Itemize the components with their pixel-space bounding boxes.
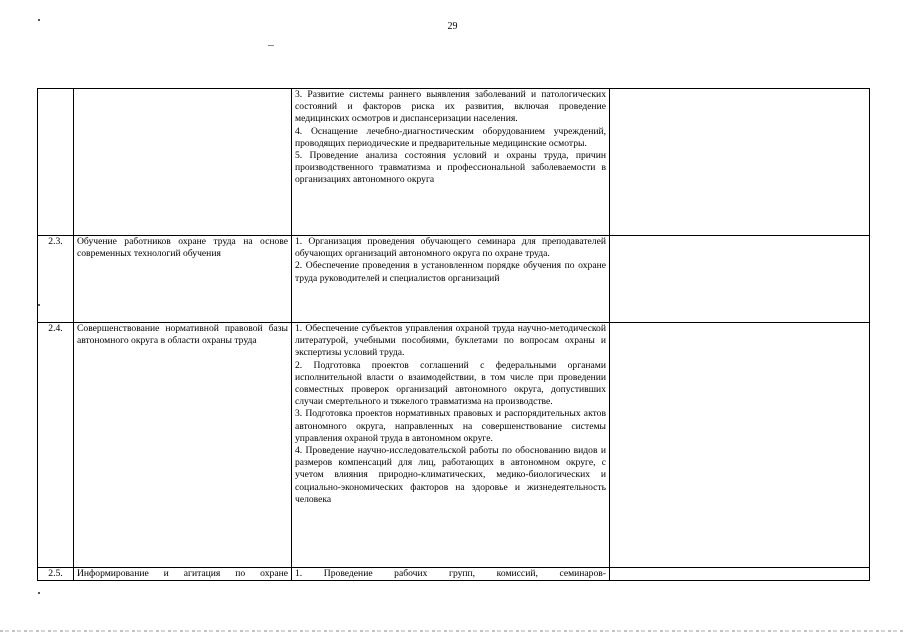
row-number: 2.4. [38,323,74,568]
action-item: 1. Проведение рабочих групп, комиссий, семинаров- [295,568,606,579]
action-item: 4. Проведение научно-исследовательской работы по обоснованию видов и размеров компенсаций для лиц, работающих в автономном округе, с учетом влияния природно-климатических, медико-биологических и социально-экономических факторов на здоровье и жизнедеятельность человека [295,445,606,505]
scan-edge-noise [0,630,905,632]
table-row [38,236,870,323]
measure-text: Информирование и агитация по охране [77,568,288,579]
table-row [38,568,870,581]
measure-name [74,89,292,236]
row-number: 2.5. [38,568,74,581]
page-number: 29 [447,21,458,32]
action-item: 2. Подготовка проектов соглашений с федеральными органами исполнительной власти о взаимодействии, в том числе при проведении совместных проверок организаций автономного округа, допустивших случаи смертельного и тяжелого травматизма на производстве. [295,359,606,408]
action-item: 1. Организация проведения обучающего семинара для преподавателей обучающих организаций автономного округа по охране труда. [295,236,606,260]
measures-table [37,88,870,581]
measure-text: Обучение работников охране труда на основе современных технологий обучения [77,236,288,260]
table-row [38,323,870,568]
row-actions [292,89,610,236]
measure-name [74,323,292,568]
row-actions [292,568,610,581]
scan-speck [38,19,40,21]
scan-speck [38,592,40,594]
action-item: 1. Обеспечение субъектов управления охраной труда научно-методической литературой, учебными пособиями, буклетами по вопросам охраны и экспертизы условий труда. [295,323,606,359]
measure-name [74,568,292,581]
action-item: 5. Проведение анализа состояния условий и охраны труда, причин производственного травматизма и профессиональной заболеваемости в организациях автономного округа [295,150,606,186]
action-item: 4. Оснащение лечебно-диагностическим оборудованием учреждений, проводящих периодические и предварительные медицинские осмотры. [295,125,606,149]
measure-text: Совершенствование нормативной правовой базы автономного округа в области охраны труда [77,323,288,347]
row-number: 2.3. [38,236,74,323]
table-row [38,89,870,236]
row-actions [292,236,610,323]
measure-name [74,236,292,323]
row-extra [610,89,870,236]
action-item: 3. Подготовка проектов нормативных правовых и распорядительных актов автономного округа, направленных на совершенствование системы управления охраной труда в автономном округе. [295,408,606,444]
action-item: 3. Развитие системы раннего выявления заболеваний и патологических состояний и факторов риска их развития, включая проведение медицинских осмотров и диспансеризации населения. [295,89,606,125]
scan-mark [268,45,274,46]
row-extra [610,323,870,568]
row-actions [292,323,610,568]
row-extra [610,236,870,323]
action-item: 2. Обеспечение проведения в установленном порядке обучения по охране труда руководителей и специалистов организаций [295,260,606,284]
row-extra [610,568,870,581]
row-number [38,89,74,236]
